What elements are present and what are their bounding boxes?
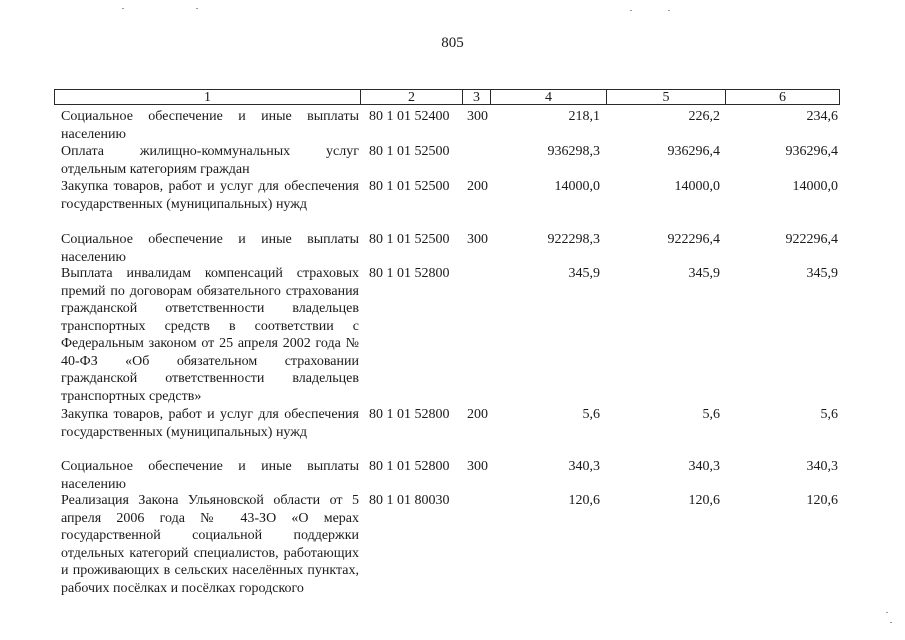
row-value-5: 14000,0 [674, 179, 720, 194]
row-code: 80 1 01 52800 [369, 266, 450, 281]
row-value-6: 14000,0 [792, 179, 838, 194]
header-cell-4: 4 [490, 90, 606, 104]
row-expense-type: 300 [467, 459, 488, 474]
row-value-6: 5,6 [820, 407, 838, 422]
row-value-4: 340,3 [568, 459, 600, 474]
header-cell-2: 2 [360, 90, 462, 104]
header-cell-6: 6 [725, 90, 839, 104]
table-header-row [54, 89, 840, 105]
row-code: 80 1 01 52500 [369, 232, 450, 247]
row-value-4: 120,6 [568, 493, 600, 508]
row-value-5: 936296,4 [667, 144, 720, 159]
page-number: 805 [441, 35, 464, 51]
row-expense-type: 200 [467, 407, 488, 422]
row-code: 80 1 01 80030 [369, 493, 450, 508]
row-name: Социальное обеспечение и иные выплаты населению [61, 232, 359, 265]
row-value-5: 120,6 [688, 493, 720, 508]
row-value-6: 340,3 [806, 459, 838, 474]
row-value-4: 936298,3 [547, 144, 600, 159]
row-name: Социальное обеспечение и иные выплаты населению [61, 459, 359, 492]
row-code: 80 1 01 52500 [369, 179, 450, 194]
row-code: 80 1 01 52400 [369, 109, 450, 124]
scan-speck [630, 10, 632, 11]
row-expense-type: 200 [467, 179, 488, 194]
row-value-6: 234,6 [806, 109, 838, 124]
row-value-4: 218,1 [568, 109, 600, 124]
row-name: Закупка товаров, работ и услуг для обеспечения государственных (муниципальных) нужд [61, 407, 359, 440]
row-value-4: 14000,0 [554, 179, 600, 194]
row-value-5: 5,6 [702, 407, 720, 422]
scan-speck [890, 622, 892, 623]
row-value-4: 345,9 [568, 266, 600, 281]
scan-speck [886, 612, 888, 613]
row-value-5: 345,9 [688, 266, 720, 281]
header-cell-3: 3 [462, 90, 490, 104]
row-value-6: 120,6 [806, 493, 838, 508]
scan-speck [122, 8, 124, 9]
scan-speck [668, 10, 670, 11]
row-value-5: 922296,4 [667, 232, 720, 247]
row-name: Реализация Закона Ульяновской области от 5 апреля 2006 года № 43-ЗО «О мерах государственной социальной поддержки отдельных категорий специалистов, работающих и проживающих в сельских населённых пунктах, рабочих посёлках и посёлках городского [61, 493, 359, 596]
header-cell-1: 1 [204, 90, 211, 105]
row-code: 80 1 01 52800 [369, 407, 450, 422]
row-value-5: 226,2 [688, 109, 720, 124]
header-cell-5: 5 [606, 90, 725, 104]
scan-speck [196, 8, 198, 9]
row-name: Социальное обеспечение и иные выплаты населению [61, 109, 359, 142]
row-code: 80 1 01 52800 [369, 459, 450, 474]
row-value-4: 5,6 [582, 407, 600, 422]
row-value-5: 340,3 [688, 459, 720, 474]
row-expense-type: 300 [467, 109, 488, 124]
row-name: Оплата жилищно-коммунальных услуг отдельным категориям граждан [61, 144, 359, 177]
row-value-6: 922296,4 [785, 232, 838, 247]
row-value-6: 345,9 [806, 266, 838, 281]
row-name: Выплата инвалидам компенсаций страховых премий по договорам обязательного страхования гражданской ответственности владельцев транспортных средств в соответствии с Федеральным законом от 25 апреля 2002 года № 40-ФЗ «Об обязательном страховании гражданской ответственности владельцев транспортных средств» [61, 266, 359, 404]
row-value-6: 936296,4 [785, 144, 838, 159]
row-expense-type: 300 [467, 232, 488, 247]
row-code: 80 1 01 52500 [369, 144, 450, 159]
row-name: Закупка товаров, работ и услуг для обеспечения государственных (муниципальных) нужд [61, 179, 359, 212]
row-value-4: 922298,3 [547, 232, 600, 247]
